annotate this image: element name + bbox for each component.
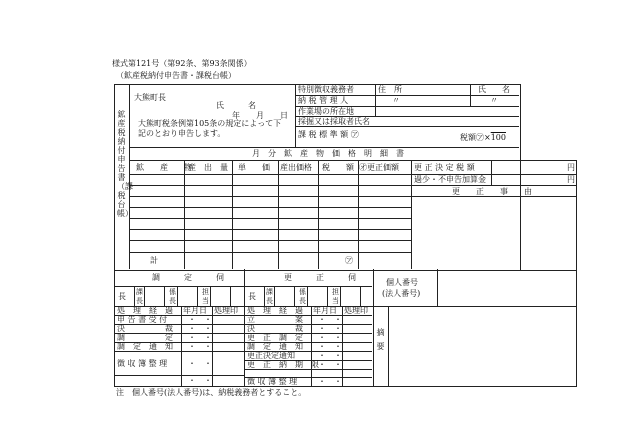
- footnote: 注 個人番号(法人番号)は、納税義務者とすること。: [116, 388, 307, 397]
- process-left-row: 調 定: [117, 333, 173, 342]
- address-ditto: 〃: [392, 96, 400, 105]
- address-label: 住 所: [378, 85, 402, 94]
- form-title: （鉱産税納付申告書・課税台帳）: [116, 71, 236, 80]
- process-right-date: ・ ・: [318, 377, 342, 386]
- process-left-date: ・ ・: [188, 333, 212, 342]
- process-right-date-header: 年月日: [313, 306, 337, 315]
- total-label: 計: [150, 256, 158, 265]
- declaration-date: 年 月 日: [232, 111, 288, 120]
- process-right-date: ・ ・: [318, 360, 342, 369]
- process-left-seal-header: 処理印: [214, 306, 238, 315]
- process-right-row: 徴 収 簿 整 理: [247, 377, 298, 386]
- corrected-tax-yen: 円: [567, 163, 575, 172]
- col-unit-price: 単 価: [238, 163, 270, 172]
- tax-manager-label: 納 税 管 理 人: [298, 96, 349, 105]
- process-right-date: ・ ・: [318, 333, 342, 342]
- process-left-date: ・ ・: [188, 359, 212, 368]
- tax-rate-denominator: 100: [490, 133, 506, 142]
- process-right-row: 更 正 納 期 限: [247, 360, 319, 369]
- process-left-row: 申 告 書 受 付: [117, 315, 168, 324]
- process-right-date: ・ ・: [318, 351, 342, 360]
- assessment-staff: 担当: [202, 288, 209, 305]
- process-left-date: ・ ・: [188, 324, 212, 333]
- miner-label: 採掘又は採取者氏名: [298, 117, 370, 126]
- assessment-title: 調 定 伺: [152, 273, 224, 282]
- name-ditto: 〃: [490, 96, 498, 105]
- id-number-label-1: 個人番号: [386, 278, 418, 287]
- addressee: 大熊町長: [134, 93, 166, 102]
- taxpayer-name-label: 氏 名: [478, 85, 510, 94]
- col-mineral: 鉱 産 物: [136, 163, 192, 172]
- process-right-row: 立 案: [247, 315, 303, 324]
- process-right-row: 調 定 通 知: [247, 342, 303, 351]
- process-right-row: 更正決定通知: [247, 351, 295, 360]
- correction-section-chief: 課長: [266, 288, 273, 305]
- remarks-label: 摘要: [376, 328, 385, 351]
- id-number-label-2: (法人番号): [382, 289, 421, 298]
- assessment-chief: 長: [118, 292, 126, 301]
- correction-subsection-chief: 係長: [299, 288, 306, 305]
- surcharge-yen: 円: [567, 175, 575, 184]
- tax-base-label: 課 税 標 準 額 ㋐: [298, 130, 359, 139]
- statement-line1: 大熊町税条例第105条の規定によって下: [138, 119, 282, 128]
- process-left-header: 処 理 経 過: [117, 306, 173, 315]
- col-tax: 税 額: [322, 163, 354, 172]
- assessment-subsection-chief: 係長: [169, 288, 176, 305]
- statement-line2: 記のとおり申告します。: [138, 129, 226, 138]
- correction-staff: 担当: [332, 288, 339, 305]
- tax-amount-label: [460, 134, 506, 142]
- tax-amount-text: 税額㋐×: [460, 133, 491, 142]
- process-right-date: ・ ・: [318, 342, 342, 351]
- process-right-date: ・ ・: [318, 315, 342, 324]
- corrected-tax-label: 更 正 決 定 税 額: [414, 163, 475, 172]
- process-left-date-header: 年月日: [183, 306, 207, 315]
- assessment-section-chief: 課長: [136, 288, 143, 305]
- form-number: 様式第121号（第92条、第93条関係）: [112, 59, 252, 68]
- col-output-value: 産出価格: [280, 163, 312, 172]
- process-left-date: ・ ・: [188, 376, 212, 385]
- col-corrected-value: ㋔更正価額: [359, 163, 399, 172]
- process-left-date: ・ ・: [188, 315, 212, 324]
- side-label: 鉱産税納付申告書（課税台帳）: [117, 110, 133, 218]
- process-left-row: 調 定 通 知: [117, 342, 173, 351]
- process-right-date: ・ ・: [318, 324, 342, 333]
- correction-chief: 長: [248, 292, 256, 301]
- process-right-header: 処 理 経 過: [247, 306, 303, 315]
- process-right-row: 決 裁: [247, 324, 303, 333]
- detail-title: 月 分 鉱 産 物 価 格 明 細 書: [252, 149, 404, 158]
- process-left-row: 決 裁: [117, 324, 173, 333]
- id-number-box: [372, 269, 438, 307]
- total-mark: ㋐: [345, 256, 353, 265]
- correction-title: 更 正 伺: [284, 273, 356, 282]
- remarks-box[interactable]: [372, 306, 577, 387]
- process-right-row: 更 正 調 定: [247, 333, 303, 342]
- worksite-label: 作業場の所在地: [298, 107, 354, 116]
- correction-reason-label: 更 正 事 由: [452, 187, 532, 196]
- declarant-name-label: 氏 名: [216, 101, 256, 110]
- process-left-date: ・ ・: [188, 342, 212, 351]
- special-collector-label: 特別徴収義務者: [298, 85, 354, 94]
- surcharge-label: 過少・不申告加算金: [414, 175, 486, 184]
- process-left-row: 徴 収 簿 整 理: [117, 359, 168, 368]
- id-number-field[interactable]: [437, 269, 577, 307]
- process-right-seal-header: 処理印: [344, 306, 368, 315]
- col-output: 産 出 量: [188, 163, 228, 172]
